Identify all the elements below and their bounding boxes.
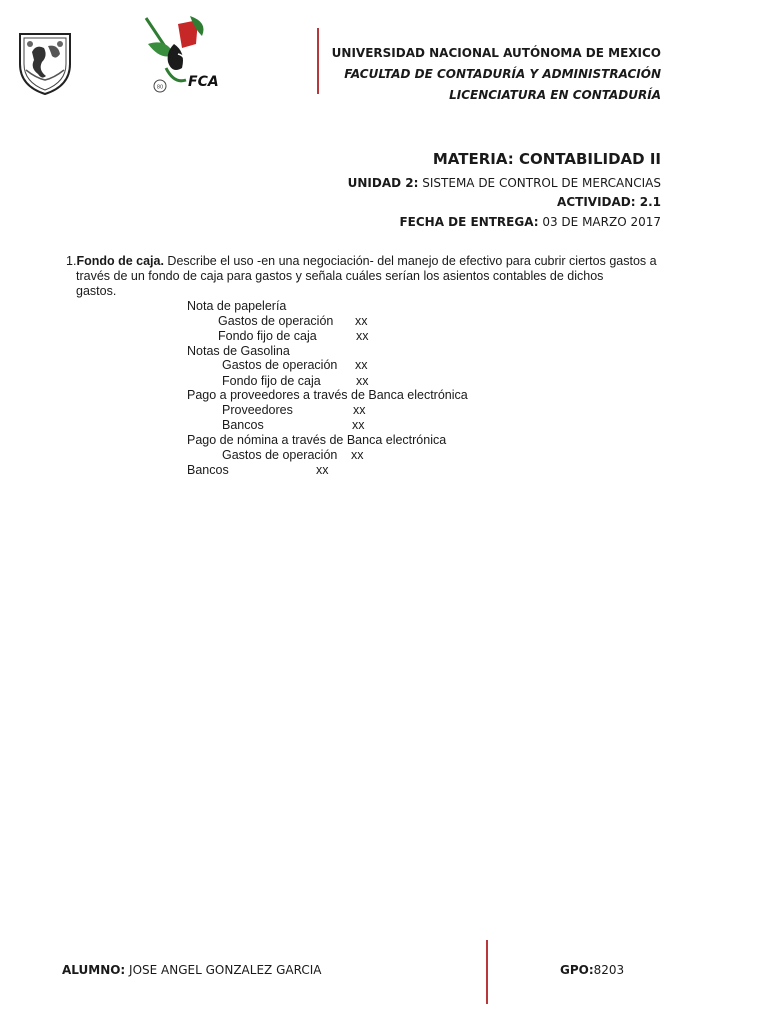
student-name: JOSE ANGEL GONZALEZ GARCIA: [125, 963, 322, 977]
unam-logo: [16, 30, 74, 96]
due-date-label: FECHA DE ENTREGA:: [399, 215, 539, 229]
fca-logo: [138, 14, 218, 96]
question-title: Fondo de caja.: [76, 254, 164, 268]
entry-account: Gastos de operación: [218, 314, 334, 328]
fca-wordmark: FCA: [188, 74, 218, 90]
entry-amount: xx: [356, 374, 369, 388]
unit-label: UNIDAD 2:: [347, 176, 419, 190]
due-date-value: 03 DE MARZO 2017: [538, 215, 661, 229]
footer-divider: [486, 940, 488, 1004]
unam-shield-icon: [16, 30, 74, 96]
unit-value: SISTEMA DE CONTROL DE MERCANCIAS: [418, 176, 661, 190]
svg-text:80: 80: [156, 84, 164, 91]
group-line: [560, 963, 624, 977]
group-value: 8203: [593, 963, 625, 977]
entry-heading-4: Pago de nómina a través de Banca electrónica: [187, 433, 447, 447]
entry-amount: xx: [352, 418, 365, 432]
entry-amount: xx: [351, 448, 364, 462]
due-date-line: [399, 215, 661, 229]
entry-amount: xx: [355, 358, 368, 372]
question-line-3: gastos.: [76, 284, 117, 298]
program-name: LICENCIATURA EN CONTADURÍA: [449, 88, 661, 102]
entry-account: Bancos: [187, 463, 229, 477]
group-label: GPO:: [560, 963, 594, 977]
subject-title: MATERIA: CONTABILIDAD II: [432, 150, 661, 168]
entry-heading-3: Pago a proveedores a través de Banca electrónica: [187, 388, 468, 402]
entry-account: Fondo fijo de caja: [222, 374, 321, 388]
question-line-2: través de un fondo de caja para gastos y señala cuáles serían los asientos contables de dichos: [76, 269, 604, 283]
entry-heading-1: Nota de papelería: [187, 299, 287, 313]
entry-account: Gastos de operación: [222, 448, 338, 462]
entry-heading-2: Notas de Gasolina: [187, 344, 290, 358]
entry-account: Bancos: [222, 418, 264, 432]
entry-amount: xx: [356, 329, 369, 343]
student-label: ALUMNO:: [62, 963, 126, 977]
fca-emblem-icon: [138, 14, 218, 96]
entry-account: Gastos de operación: [222, 358, 338, 372]
question-number: 1.: [66, 254, 77, 268]
entry-account: Fondo fijo de caja: [218, 329, 317, 343]
faculty-name: FACULTAD DE CONTADURÍA Y ADMINISTRACIÓN: [344, 67, 661, 81]
header-divider: [317, 28, 319, 94]
question-text-1: Describe el uso -en una negociación- del manejo de efectivo para cubrir ciertos gastos a: [163, 254, 657, 268]
activity-line: ACTIVIDAD: 2.1: [557, 195, 661, 209]
question-line-1: [66, 254, 657, 269]
student-line: [62, 963, 321, 977]
entry-amount: xx: [316, 463, 329, 477]
entry-amount: xx: [355, 314, 368, 328]
entry-amount: xx: [353, 403, 366, 417]
unit-line: [348, 176, 661, 190]
entry-account: Proveedores: [222, 403, 293, 417]
university-name: UNIVERSIDAD NACIONAL AUTÓNOMA DE MEXICO: [331, 46, 661, 60]
